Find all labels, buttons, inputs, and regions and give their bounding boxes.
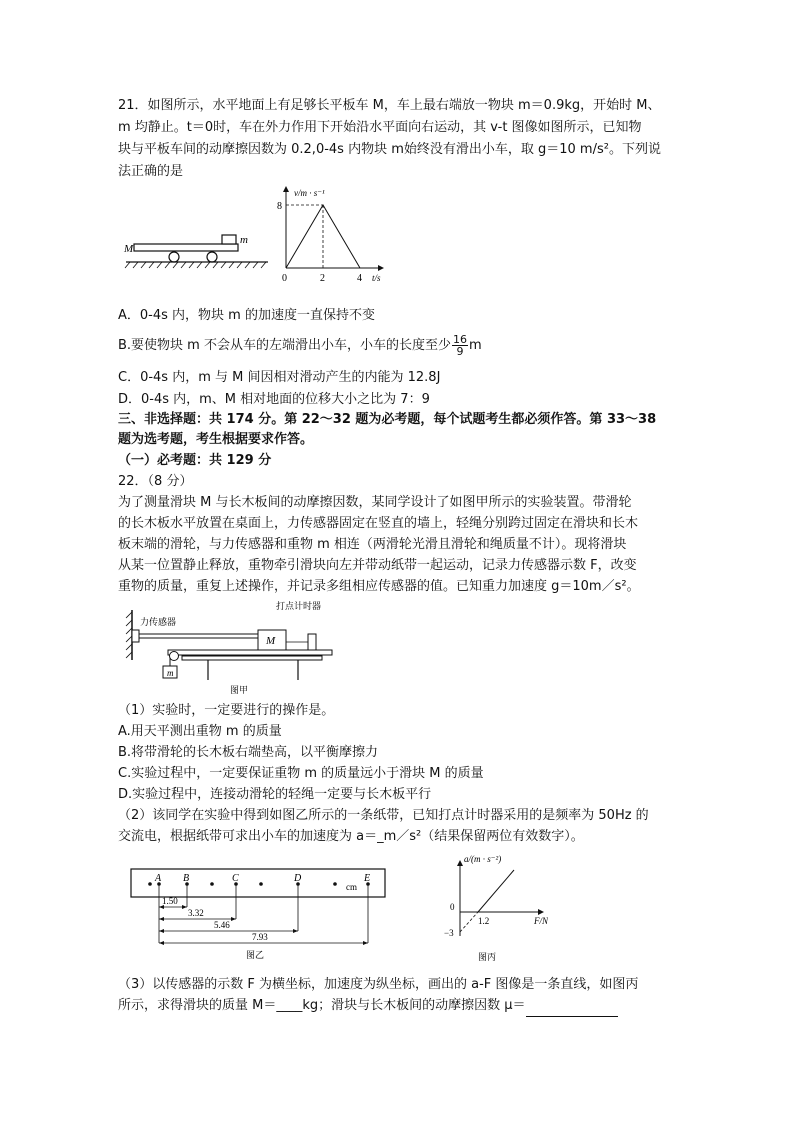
q21-option-b-unit: m bbox=[468, 338, 482, 353]
q22-stem-line-3: 板末端的滑轮，与力传感器和重物 m 相连（两滑轮光滑且滑轮和绳质量不计）。现将滑块 bbox=[118, 537, 627, 552]
section3-heading-line-1: 三、非选择题：共 174 分。第 22～32 题为必考题，每个试题考生都必须作答。第 33～38 bbox=[118, 412, 657, 427]
q22-stem-line-2: 的长木板水平放置在桌面上，力传感器固定在竖直的墙上，轻绳分别跨过固定在滑块和长木 bbox=[118, 516, 639, 531]
q22-part3-line-2-text: 所示，求得滑块的质量 M＝____kg；滑块与长木板间的动摩擦因数 μ＝ bbox=[118, 998, 526, 1013]
q22-part1-option-b: B.将带滑轮的长木板右端垫高，以平衡摩擦力 bbox=[118, 745, 379, 760]
q22-part1-option-a: A.用天平测出重物 m 的质量 bbox=[118, 724, 282, 739]
q22-part1-prompt: （1）实验时，一定要进行的操作是。 bbox=[118, 703, 335, 718]
vt-graph-figure bbox=[272, 184, 392, 288]
q22-part1-option-d: D.实验过程中，连接动滑轮的轻绳一定要与长木板平行 bbox=[118, 787, 432, 802]
vt-xlabel: t/s bbox=[372, 273, 381, 283]
bing-y-intercept: −3 bbox=[444, 928, 454, 938]
timer-label: 打点计时器 bbox=[276, 601, 322, 611]
bing-origin: 0 bbox=[450, 902, 455, 912]
apparatus-figure-jia bbox=[122, 598, 340, 696]
slider-label-M: M bbox=[266, 635, 276, 647]
q21-option-c: C．0-4s 内，m 与 M 间因相对滑动产生的内能为 12.8J bbox=[118, 370, 441, 385]
q22-stem-line-4: 从某一位置静止释放，重物牵引滑块向左并带动纸带一起运动，记录力传感器示数 F，改变 bbox=[118, 558, 637, 573]
car-on-ground-figure bbox=[122, 228, 272, 274]
figure-jia-caption: 图甲 bbox=[230, 685, 249, 695]
tape-unit-cm: cm bbox=[346, 882, 357, 892]
q22-part2-line-1: （2）该同学在实验中得到如图乙所示的一条纸带，已知打点计时器采用的是频率为 50Hz 的 bbox=[118, 808, 649, 823]
vt-y-tick-8: 8 bbox=[277, 201, 282, 212]
q21-option-b bbox=[118, 334, 482, 357]
q21-option-b-fraction bbox=[452, 334, 468, 357]
bing-ylabel: a/(m · s⁻²) bbox=[464, 854, 502, 864]
q22-stem-line-1: 为了测量滑块 M 与长木板间的动摩擦因数，某同学设计了如图甲所示的实验装置。带滑轮 bbox=[118, 495, 632, 510]
q22-part3-line-1: （3）以传感器的示数 F 为横坐标，加速度为纵坐标，画出的 a-F 图像是一条直线，如图丙 bbox=[118, 977, 639, 992]
paper-tape-figure-yi bbox=[128, 865, 390, 965]
vt-x-tick-2: 2 bbox=[320, 273, 325, 284]
tape-point-e: E bbox=[364, 873, 371, 884]
tape-dim-ad: 5.46 bbox=[214, 920, 230, 930]
q21-stem-line-3: 块与平板车间的动摩擦因数为 0.2,0-4s 内物块 m始终没有滑出小车，取 g＝10 m/s²。下列说 bbox=[118, 142, 661, 157]
q22-part1-option-c: C.实验过程中，一定要保证重物 m 的质量远小于滑块 M 的质量 bbox=[118, 766, 484, 781]
figure-bing-caption: 图丙 bbox=[478, 952, 497, 962]
a-f-graph-figure-bing bbox=[438, 850, 548, 965]
q22-head: 22．（8 分） bbox=[118, 474, 193, 489]
tape-dim-ac: 3.32 bbox=[188, 908, 204, 918]
figure-yi-caption: 图乙 bbox=[246, 950, 265, 960]
tape-point-d: D bbox=[294, 873, 302, 884]
tape-dim-ab: 1.50 bbox=[162, 896, 178, 906]
q22-part3-line-2 bbox=[118, 996, 618, 1017]
q21-option-b-text: B.要使物块 m 不会从车的左端滑出小车，小车的长度至少 bbox=[118, 338, 451, 353]
q22-stem-line-5: 重物的质量，重复上述操作，并记录多组相应传感器的值。已知重力加速度 g＝10m／s²。 bbox=[118, 579, 640, 594]
weight-label-m: m bbox=[167, 668, 174, 678]
tape-point-a: A bbox=[155, 873, 162, 884]
q21-stem-line-2: m 均静止。t＝0时，车在外力作用下开始沿水平面向右运动，其 v-t 图像如图所示，已知物 bbox=[118, 120, 642, 135]
tape-dim-ae: 7.93 bbox=[252, 932, 268, 942]
vt-x-tick-0: 0 bbox=[282, 273, 287, 284]
section3-subheading: （一）必考题：共 129 分 bbox=[118, 453, 272, 468]
q21-option-a: A．0-4s 内，物块 m 的加速度一直保持不变 bbox=[118, 308, 375, 323]
tape-point-c: C bbox=[232, 873, 239, 884]
mu-answer-blank bbox=[526, 996, 618, 1017]
section3-heading-line-2: 题为选考题，考生根据要求作答。 bbox=[118, 432, 314, 447]
tape-point-b: B bbox=[183, 873, 190, 884]
car-label-M: M bbox=[124, 243, 134, 255]
vt-ylabel: v/m · s⁻¹ bbox=[294, 188, 325, 198]
q21-option-d: D．0-4s 内，m、M 相对地面的位移大小之比为 7：9 bbox=[118, 392, 430, 407]
q22-part2-line-2: 交流电，根据纸带可求出小车的加速度为 a＝_m／s²（结果保留两位有效数字）。 bbox=[118, 829, 584, 844]
fraction-numerator: 16 bbox=[452, 333, 467, 346]
q21-stem-line-1: 21．如图所示，水平地面上有足够长平板车 M，车上最右端放一物块 m＝0.9kg，开始时 M、 bbox=[118, 98, 661, 113]
q21-stem-line-4: 法正确的是 bbox=[118, 164, 184, 179]
block-label-m: m bbox=[240, 234, 248, 246]
force-sensor-label: 力传感器 bbox=[140, 617, 177, 627]
fraction-denominator: 9 bbox=[456, 345, 464, 358]
vt-x-tick-4: 4 bbox=[357, 273, 362, 284]
bing-x-intercept: 1.2 bbox=[478, 916, 490, 926]
bing-xlabel: F/N bbox=[534, 916, 548, 926]
